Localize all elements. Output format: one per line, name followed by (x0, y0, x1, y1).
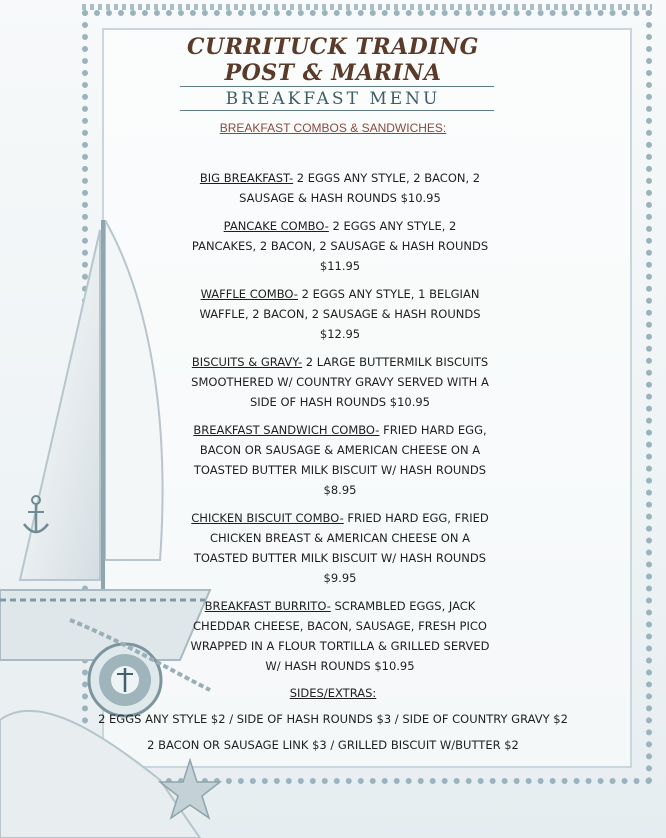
section-title: BREAKFAST COMBOS & SANDWICHES: (219, 121, 447, 135)
menu-item-description: FRIED HARD EGG, FRIED CHICKEN BREAST & AMERICAN CHEESE ON A TOASTED BUTTER MILK BISCUIT W/ HASH ROUNDS $9.95 (193, 511, 489, 585)
menu-item-name: BISCUITS & GRAVY- (191, 355, 303, 369)
menu-item-name: BREAKFAST BURRITO- (204, 599, 331, 613)
menu-item (190, 352, 490, 412)
menu-item (190, 420, 490, 500)
restaurant-name-line-1: CURRITUCK TRADING (187, 34, 479, 60)
menu-item (190, 596, 490, 676)
sides-line-1: 2 EGGS ANY STYLE $2 / SIDE OF HASH ROUNDS $3 / SIDE OF COUNTRY GRAVY $2 (98, 712, 568, 726)
menu-item (190, 168, 490, 208)
title-divider-top (180, 86, 494, 87)
menu-item-description: FRIED HARD EGG, BACON OR SAUSAGE & AMERICAN CHEESE ON A TOASTED BUTTER MILK BISCUIT W/ HASH ROUNDS $8.95 (193, 423, 487, 497)
menu-item-description: 2 EGGS ANY STYLE, 2 BACON, 2 SAUSAGE & HASH ROUNDS $10.95 (239, 171, 481, 205)
menu-item (190, 284, 490, 344)
sides-line-2: 2 BACON OR SAUSAGE LINK $3 / GRILLED BISCUIT W/BUTTER $2 (147, 738, 519, 752)
menu-item-description: 2 EGGS ANY STYLE, 2 PANCAKES, 2 BACON, 2 SAUSAGE & HASH ROUNDS $11.95 (191, 219, 489, 273)
menu-item-description: 2 LARGE BUTTERMILK BISCUITS SMOOTHERED W/ COUNTRY GRAVY SERVED WITH A SIDE OF HASH ROUNDS $10.95 (191, 355, 489, 409)
menu-item (190, 508, 490, 588)
restaurant-name-line-2: POST & MARINA (224, 60, 442, 86)
menu-items-list (190, 168, 490, 684)
menu-item-name: BIG BREAKFAST- (199, 171, 294, 185)
menu-item-name: PANCAKE COMBO- (223, 219, 329, 233)
life-ring-icon (89, 644, 161, 716)
menu-item-description: SCRAMBLED EGGS, JACK CHEDDAR CHEESE, BACON, SAUSAGE, FRESH PICO WRAPPED IN A FLOUR TORTILLA & GRILLED SERVED W/ HASH ROUNDS $10.95 (190, 599, 490, 673)
menu-item-name: CHICKEN BISCUIT COMBO- (191, 511, 344, 525)
menu-item-name: WAFFLE COMBO- (200, 287, 298, 301)
menu-item-name: BREAKFAST SANDWICH COMBO- (193, 423, 380, 437)
title-divider-bottom (180, 110, 494, 111)
menu-item (190, 216, 490, 276)
menu-subtitle: BREAKFAST MENU (225, 89, 441, 109)
menu-item-description: 2 EGGS ANY STYLE, 1 BELGIAN WAFFLE, 2 BACON, 2 SAUSAGE & HASH ROUNDS $12.95 (199, 287, 481, 341)
sides-title: SIDES/EXTRAS: (289, 686, 377, 700)
